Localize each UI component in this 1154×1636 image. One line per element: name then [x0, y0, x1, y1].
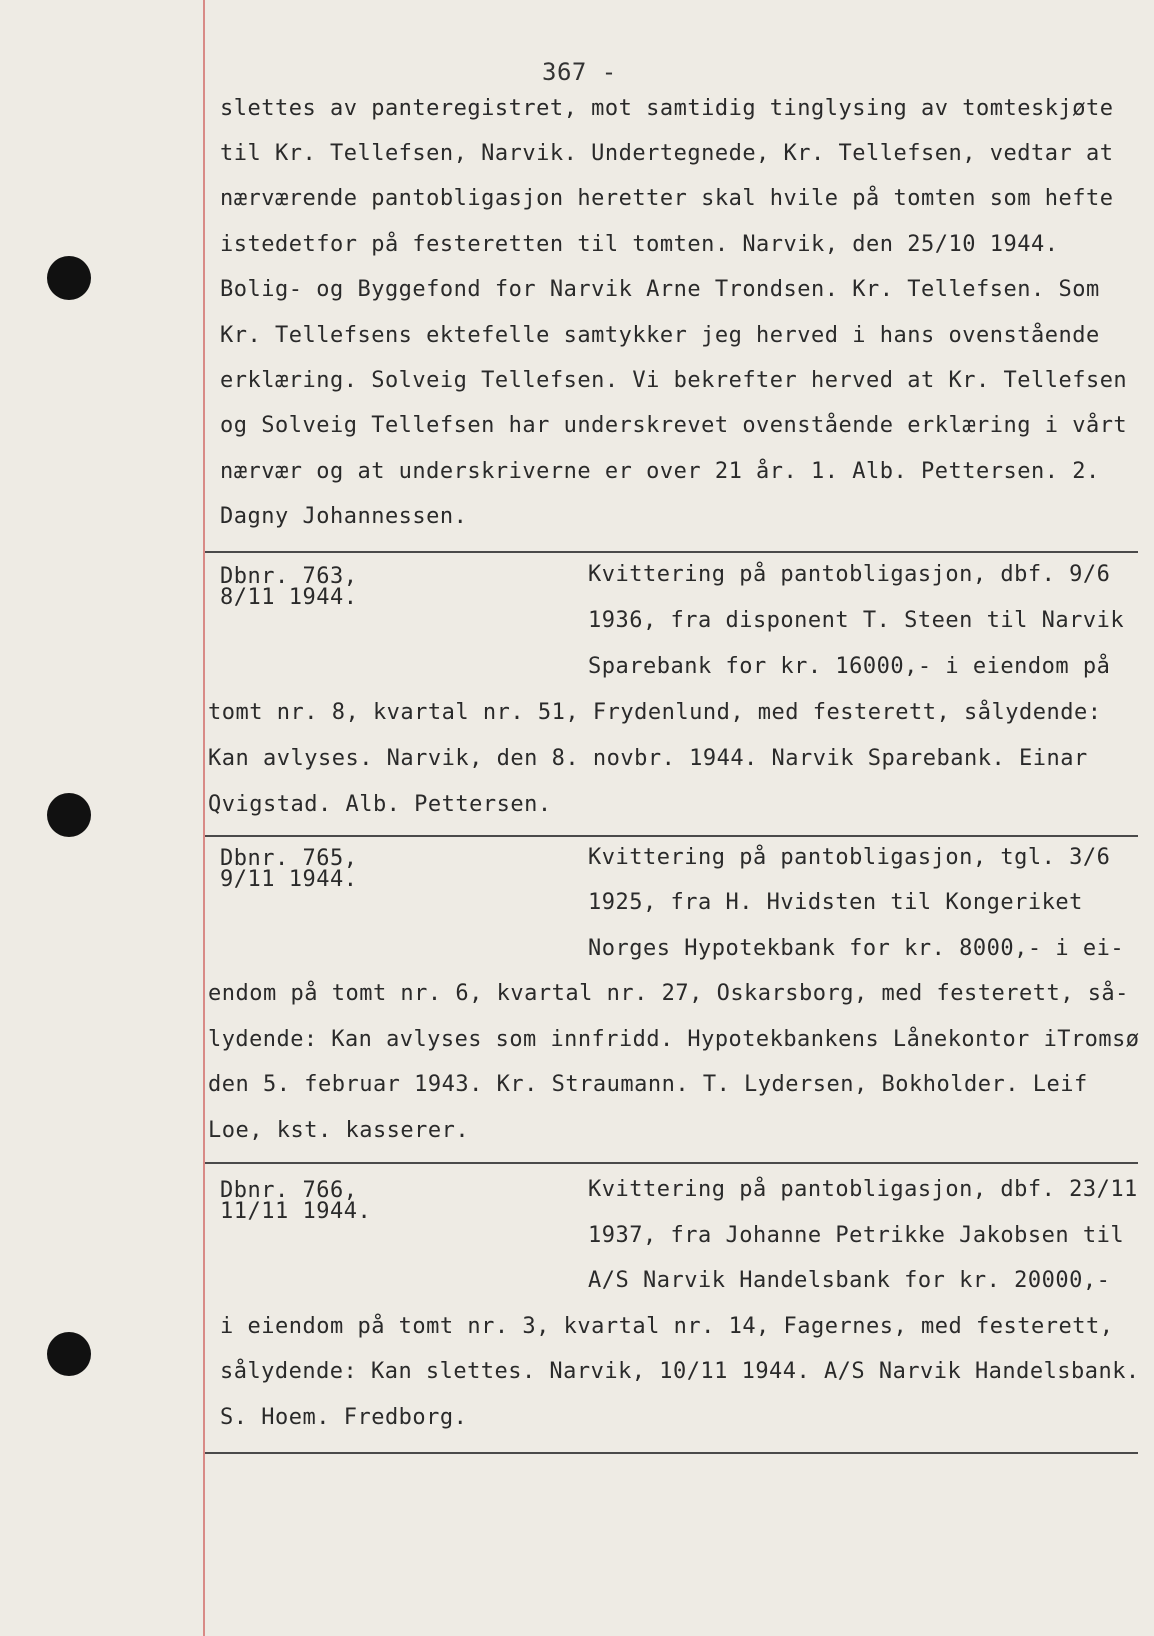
text-line: 1937, fra Johanne Petrikke Jakobsen til — [588, 1223, 1125, 1248]
entry-date: 11/11 1944. — [220, 1199, 372, 1224]
entry-date: 9/11 1944. — [220, 867, 358, 892]
text-line: endom på tomt nr. 6, kvartal nr. 27, Oskarsborg, med festerett, så- — [208, 981, 1129, 1006]
dbnr-label: Dbnr. 766, — [220, 1178, 358, 1203]
punch-hole — [47, 256, 91, 300]
text-line: 1936, fra disponent T. Steen til Narvik — [588, 608, 1125, 633]
text-line: slettes av panteregistret, mot samtidig tinglysing av tomteskjøte — [220, 96, 1114, 121]
punch-hole — [47, 1332, 91, 1376]
text-line: Loe, kst. kasserer. — [208, 1118, 470, 1143]
text-line: og Solveig Tellefsen har underskrevet ovenstående erklæring i vårt — [220, 413, 1128, 438]
entry-date: 8/11 1944. — [220, 585, 358, 610]
punch-hole — [47, 793, 91, 837]
text-line: tomt nr. 8, kvartal nr. 51, Frydenlund, med festerett, sålydende: — [208, 700, 1102, 725]
text-line: Dagny Johannessen. — [220, 504, 468, 529]
text-line: 1925, fra H. Hvidsten til Kongeriket — [588, 890, 1083, 915]
margin-line — [203, 0, 205, 1636]
text-line: Norges Hypotekbank for kr. 8000,- i ei- — [588, 936, 1125, 961]
dbnr-label: Dbnr. 765, — [220, 846, 358, 871]
entry-divider — [205, 835, 1138, 837]
text-line: Bolig- og Byggefond for Narvik Arne Trondsen. Kr. Tellefsen. Som — [220, 277, 1100, 302]
page-number: 367 - — [542, 58, 617, 86]
dbnr-label: Dbnr. 763, — [220, 564, 358, 589]
text-line: istedetfor på festeretten til tomten. Narvik, den 25/10 1944. — [220, 232, 1059, 257]
text-line: Kr. Tellefsens ektefelle samtykker jeg herved i hans ovenstående — [220, 323, 1100, 348]
text-line: A/S Narvik Handelsbank for kr. 20000,- — [588, 1268, 1111, 1293]
entry-divider — [205, 1452, 1138, 1454]
text-line: til Kr. Tellefsen, Narvik. Undertegnede, Kr. Tellefsen, vedtar at — [220, 141, 1114, 166]
entry-divider — [205, 1162, 1138, 1164]
text-line: Qvigstad. Alb. Pettersen. — [208, 792, 552, 817]
text-line: Kan avlyses. Narvik, den 8. novbr. 1944. Narvik Sparebank. Einar — [208, 746, 1088, 771]
text-line: Kvittering på pantobligasjon, dbf. 9/6 — [588, 562, 1111, 587]
text-line: lydende: Kan avlyses som innfridd. Hypotekbankens Lånekontor iTromsø — [208, 1027, 1140, 1052]
text-line: S. Hoem. Fredborg. — [220, 1405, 468, 1430]
text-line: erklæring. Solveig Tellefsen. Vi bekrefter herved at Kr. Tellefsen — [220, 368, 1128, 393]
text-line: nærvær og at underskriverne er over 21 år. 1. Alb. Pettersen. 2. — [220, 459, 1100, 484]
text-line: Kvittering på pantobligasjon, tgl. 3/6 — [588, 845, 1111, 870]
text-line: nærværende pantobligasjon heretter skal hvile på tomten som hefte — [220, 186, 1114, 211]
text-line: i eiendom på tomt nr. 3, kvartal nr. 14, Fagernes, med festerett, — [220, 1314, 1114, 1339]
text-line: Sparebank for kr. 16000,- i eiendom på — [588, 654, 1111, 679]
entry-divider — [205, 551, 1138, 553]
text-line: sålydende: Kan slettes. Narvik, 10/11 1944. A/S Narvik Handelsbank. — [220, 1359, 1140, 1384]
text-line: Kvittering på pantobligasjon, dbf. 23/11 — [588, 1177, 1138, 1202]
text-line: den 5. februar 1943. Kr. Straumann. T. Lydersen, Bokholder. Leif — [208, 1072, 1088, 1097]
